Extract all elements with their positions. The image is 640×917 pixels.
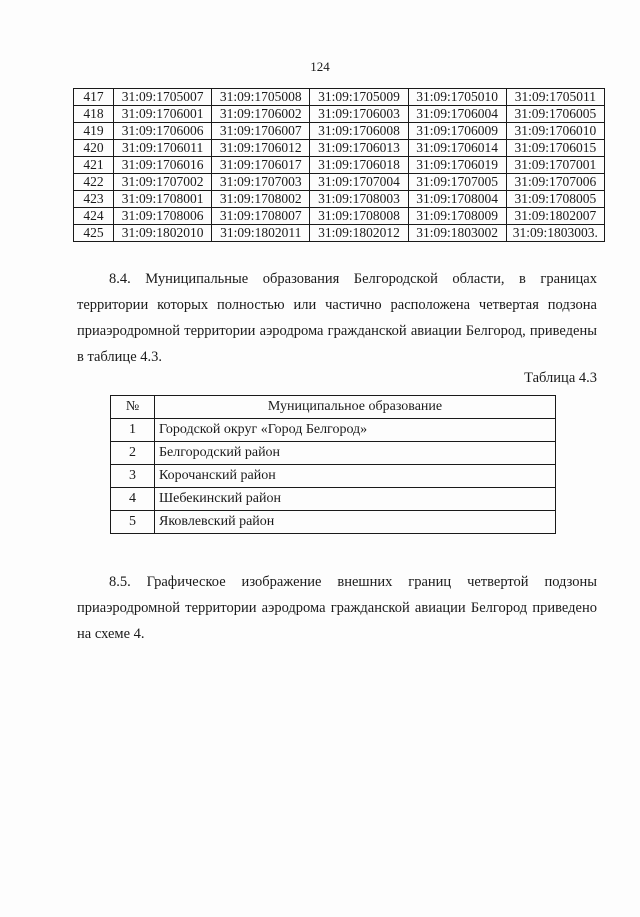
cadastral-number-cell: 31:09:1706019 bbox=[408, 157, 506, 174]
cadastral-number-cell: 31:09:1706016 bbox=[114, 157, 212, 174]
cadastral-number-cell: 31:09:1707005 bbox=[408, 174, 506, 191]
cadastral-number-cell: 31:09:1708001 bbox=[114, 191, 212, 208]
cadastral-number-cell: 31:09:1802010 bbox=[114, 225, 212, 242]
row-number-cell: 420 bbox=[74, 140, 114, 157]
table-row bbox=[74, 89, 605, 106]
cadastral-number-cell: 31:09:1706001 bbox=[114, 106, 212, 123]
cadastral-number-cell: 31:09:1707004 bbox=[310, 174, 408, 191]
municipality-name-cell: Городской округ «Город Белгород» bbox=[155, 419, 556, 442]
cadastral-number-cell: 31:09:1708006 bbox=[114, 208, 212, 225]
row-number-cell: 425 bbox=[74, 225, 114, 242]
row-number-cell: 423 bbox=[74, 191, 114, 208]
table-row bbox=[74, 208, 605, 225]
table-row bbox=[74, 225, 605, 242]
row-number-cell: 418 bbox=[74, 106, 114, 123]
page-number: 124 bbox=[310, 59, 330, 74]
municipality-name-cell: Яковлевский район bbox=[155, 511, 556, 534]
cadastral-number-cell: 31:09:1708007 bbox=[212, 208, 310, 225]
cadastral-number-cell: 31:09:1706011 bbox=[114, 140, 212, 157]
municipal-table bbox=[110, 395, 556, 534]
cadastral-number-cell: 31:09:1706007 bbox=[212, 123, 310, 140]
cadastral-number-cell: 31:09:1706017 bbox=[212, 157, 310, 174]
cadastral-number-cell: 31:09:1707002 bbox=[114, 174, 212, 191]
cadastral-number-cell: 31:09:1706006 bbox=[114, 123, 212, 140]
cadastral-number-cell: 31:09:1708008 bbox=[310, 208, 408, 225]
table-row bbox=[111, 442, 556, 465]
cadastral-number-cell: 31:09:1706003 bbox=[310, 106, 408, 123]
row-number-cell: 1 bbox=[111, 419, 155, 442]
municipality-name-cell: Корочанский район bbox=[155, 465, 556, 488]
cadastral-number-cell: 31:09:1708004 bbox=[408, 191, 506, 208]
cadastral-number-cell: 31:09:1706002 bbox=[212, 106, 310, 123]
table-row bbox=[111, 419, 556, 442]
cadastral-number-cell: 31:09:1706013 bbox=[310, 140, 408, 157]
section-8-5-text: Графическое изображение внешних границ четвертой подзоны приаэродромной территории аэродрома гражданской авиации Белгород приведено на схеме 4. bbox=[77, 574, 597, 642]
cadastral-number-cell: 31:09:1708009 bbox=[408, 208, 506, 225]
row-number-cell: 2 bbox=[111, 442, 155, 465]
cadastral-number-cell: 31:09:1706018 bbox=[310, 157, 408, 174]
cadastral-table bbox=[73, 88, 605, 242]
table-row bbox=[74, 106, 605, 123]
row-number-cell: 417 bbox=[74, 89, 114, 106]
section-8-5-paragraph bbox=[77, 569, 597, 647]
cadastral-number-cell: 31:09:1705007 bbox=[114, 89, 212, 106]
header-number: № bbox=[111, 396, 155, 419]
municipal-table-header-row bbox=[111, 396, 556, 419]
cadastral-number-cell: 31:09:1705008 bbox=[212, 89, 310, 106]
cadastral-table-body bbox=[74, 89, 605, 242]
cadastral-number-cell: 31:09:1705010 bbox=[408, 89, 506, 106]
row-number-cell: 421 bbox=[74, 157, 114, 174]
cadastral-number-cell: 31:09:1802012 bbox=[310, 225, 408, 242]
row-number-cell: 422 bbox=[74, 174, 114, 191]
table-row bbox=[74, 174, 605, 191]
municipality-name-cell: Шебекинский район bbox=[155, 488, 556, 511]
cadastral-number-cell: 31:09:1802007 bbox=[506, 208, 604, 225]
row-number-cell: 3 bbox=[111, 465, 155, 488]
header-municipality: Муниципальное образование bbox=[155, 396, 556, 419]
table-row bbox=[74, 191, 605, 208]
cadastral-number-cell: 31:09:1707006 bbox=[506, 174, 604, 191]
cadastral-number-cell: 31:09:1705011 bbox=[506, 89, 604, 106]
cadastral-number-cell: 31:09:1706014 bbox=[408, 140, 506, 157]
cadastral-number-cell: 31:09:1803003. bbox=[506, 225, 604, 242]
section-8-4-number: 8.4. bbox=[109, 271, 131, 287]
cadastral-number-cell: 31:09:1708003 bbox=[310, 191, 408, 208]
section-8-4-text: Муниципальные образования Белгородской области, в границах территории которых полностью или частично расположена четвертая подзона приаэродромной территории аэродрома гражданской авиации Белгород, приведены в таблице 4.3. bbox=[77, 271, 597, 365]
table-row bbox=[74, 140, 605, 157]
row-number-cell: 5 bbox=[111, 511, 155, 534]
table-row bbox=[74, 123, 605, 140]
row-number-cell: 424 bbox=[74, 208, 114, 225]
municipality-name-cell: Белгородский район bbox=[155, 442, 556, 465]
row-number-cell: 4 bbox=[111, 488, 155, 511]
cadastral-number-cell: 31:09:1708002 bbox=[212, 191, 310, 208]
municipal-table-body bbox=[111, 419, 556, 534]
cadastral-number-cell: 31:09:1706005 bbox=[506, 106, 604, 123]
cadastral-number-cell: 31:09:1803002 bbox=[408, 225, 506, 242]
table-row bbox=[74, 157, 605, 174]
cadastral-number-cell: 31:09:1706009 bbox=[408, 123, 506, 140]
section-8-5-number: 8.5. bbox=[109, 574, 131, 590]
table-row bbox=[111, 488, 556, 511]
table-row bbox=[111, 465, 556, 488]
cadastral-number-cell: 31:09:1706015 bbox=[506, 140, 604, 157]
cadastral-number-cell: 31:09:1802011 bbox=[212, 225, 310, 242]
row-number-cell: 419 bbox=[74, 123, 114, 140]
cadastral-number-cell: 31:09:1706008 bbox=[310, 123, 408, 140]
cadastral-number-cell: 31:09:1706004 bbox=[408, 106, 506, 123]
cadastral-number-cell: 31:09:1707001 bbox=[506, 157, 604, 174]
table-4-3-caption: Таблица 4.3 bbox=[524, 370, 597, 386]
section-8-4-paragraph bbox=[77, 266, 597, 370]
cadastral-number-cell: 31:09:1706012 bbox=[212, 140, 310, 157]
cadastral-number-cell: 31:09:1708005 bbox=[506, 191, 604, 208]
cadastral-number-cell: 31:09:1707003 bbox=[212, 174, 310, 191]
cadastral-number-cell: 31:09:1705009 bbox=[310, 89, 408, 106]
cadastral-number-cell: 31:09:1706010 bbox=[506, 123, 604, 140]
table-row bbox=[111, 511, 556, 534]
